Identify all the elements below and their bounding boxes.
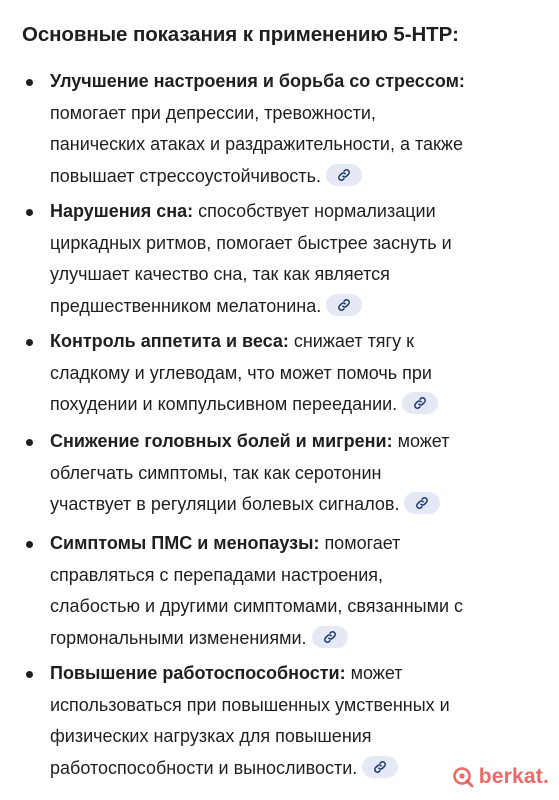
list-item-text — [50, 426, 550, 521]
item-line: может — [392, 431, 450, 451]
source-link-button[interactable] — [402, 392, 438, 414]
item-line: работоспособности и выносливости. — [50, 757, 358, 778]
item-line: улучшает качество сна, так как является — [50, 264, 390, 284]
link-icon — [337, 168, 351, 182]
source-link-button[interactable] — [312, 626, 348, 648]
item-line: панических атаках и раздражительности, а также — [50, 134, 463, 154]
list-item-text — [50, 196, 550, 322]
item-line: физических нагрузках для повышения — [50, 726, 372, 746]
bullet-dot — [26, 671, 33, 678]
item-line: справляться с перепадами настроения, — [50, 564, 383, 585]
bullet-dot — [26, 79, 33, 86]
item-heading: Симптомы ПМС и менопаузы: — [50, 533, 320, 553]
link-icon — [337, 298, 351, 312]
watermark-text: berkat. — [478, 765, 549, 788]
bullet-dot — [26, 439, 33, 446]
bullet-dot — [26, 209, 33, 216]
item-line: помогает — [319, 533, 401, 553]
item-line: снижает тягу к — [288, 331, 414, 351]
source-link-button[interactable] — [362, 756, 398, 778]
item-heading: Снижение головных болей и мигрени: — [50, 431, 393, 451]
list-item-text — [50, 326, 550, 421]
source-link-button[interactable] — [326, 164, 362, 186]
list-item-text — [50, 528, 550, 654]
item-line: сладкому и углеводам, что может помочь при — [50, 362, 432, 383]
item-line: помогает при депрессии, тревожности, — [50, 102, 376, 123]
source-link-button[interactable] — [326, 294, 362, 316]
item-heading: Повышение работоспособности: — [50, 663, 346, 683]
item-heading: Контроль аппетита и веса: — [50, 331, 289, 351]
item-line: использоваться при повышенных умственных и — [50, 694, 450, 715]
item-heading: Нарушения сна: — [50, 201, 194, 221]
bullet-dot — [26, 339, 33, 346]
link-icon — [373, 760, 387, 774]
link-icon — [413, 396, 427, 410]
item-line: циркадных ритмов, помогает быстрее заснуть и — [50, 232, 452, 253]
source-link-button[interactable] — [404, 492, 440, 514]
section-heading: Основные показания к применению 5-HTP: — [22, 23, 459, 46]
item-heading: Улучшение настроения и борьба со стрессом: — [50, 71, 465, 91]
item-line: предшественником мелатонина. — [50, 295, 322, 316]
list-item-text — [50, 66, 550, 192]
item-line: участвует в регуляции болевых сигналов. — [50, 494, 400, 514]
item-line: может — [345, 663, 403, 683]
link-icon — [415, 496, 429, 510]
link-icon — [323, 630, 337, 644]
bullet-dot — [26, 541, 33, 548]
item-line: повышает стрессоустойчивость. — [50, 165, 321, 186]
item-line: слабостью и другими симптомами, связанными с — [50, 596, 464, 616]
item-line: похудении и компульсивном переедании. — [50, 394, 398, 414]
berkat-logo-icon — [450, 764, 476, 790]
item-line: гормональными изменениями. — [50, 627, 307, 648]
item-line: облегчать симптомы, так как серотонин — [50, 462, 382, 483]
watermark — [450, 762, 549, 792]
item-line: способствует нормализации — [193, 201, 436, 221]
